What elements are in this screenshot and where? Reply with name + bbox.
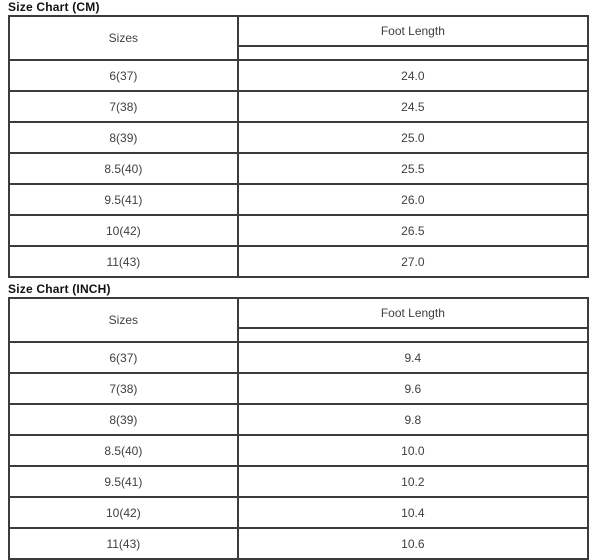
table-row [9, 528, 588, 559]
value-cell: 27.0 [238, 246, 588, 277]
size-chart-inch-section [8, 283, 600, 560]
column-header-foot-length: Foot Length [238, 16, 588, 46]
table-row [9, 60, 588, 91]
size-chart-cm-table [8, 15, 589, 278]
size-chart-inch-title: Size Chart (INCH) [8, 282, 111, 296]
size-cell: 9.5(41) [9, 466, 238, 497]
table-row [9, 435, 588, 466]
size-cell: 8(39) [9, 122, 238, 153]
size-cell: 10(42) [9, 497, 238, 528]
table-row [9, 184, 588, 215]
table-row [9, 497, 588, 528]
size-chart-cm-title: Size Chart (CM) [8, 0, 100, 14]
value-cell: 10.2 [238, 466, 588, 497]
value-cell: 9.8 [238, 404, 588, 435]
value-cell: 24.0 [238, 60, 588, 91]
value-cell: 10.6 [238, 528, 588, 559]
table-row [9, 466, 588, 497]
value-cell: 24.5 [238, 91, 588, 122]
value-cell: 9.6 [238, 373, 588, 404]
column-header-foot-length: Foot Length [238, 298, 588, 328]
value-cell: 26.0 [238, 184, 588, 215]
table-row [9, 215, 588, 246]
table-row [9, 246, 588, 277]
size-cell: 8.5(40) [9, 435, 238, 466]
value-cell: 25.5 [238, 153, 588, 184]
size-cell: 8.5(40) [9, 153, 238, 184]
value-cell: 10.0 [238, 435, 588, 466]
column-header-sizes: Sizes [9, 298, 238, 342]
size-cell: 11(43) [9, 528, 238, 559]
size-cell: 10(42) [9, 215, 238, 246]
value-cell: 10.4 [238, 497, 588, 528]
table-row [9, 342, 588, 373]
size-chart-cm-section [8, 1, 600, 278]
value-cell: 25.0 [238, 122, 588, 153]
foot-length-subheader-cell [238, 328, 588, 342]
foot-length-subheader-cell [238, 46, 588, 60]
value-cell: 9.4 [238, 342, 588, 373]
value-cell: 26.5 [238, 215, 588, 246]
header-row [9, 298, 588, 328]
size-cell: 7(38) [9, 91, 238, 122]
size-cell: 6(37) [9, 60, 238, 91]
header-row [9, 16, 588, 46]
size-cell: 9.5(41) [9, 184, 238, 215]
table-row [9, 91, 588, 122]
size-cell: 8(39) [9, 404, 238, 435]
column-header-sizes: Sizes [9, 16, 238, 60]
size-chart-inch-table [8, 297, 589, 560]
table-row [9, 122, 588, 153]
table-row [9, 373, 588, 404]
table-row [9, 404, 588, 435]
table-row [9, 153, 588, 184]
size-cell: 7(38) [9, 373, 238, 404]
size-cell: 6(37) [9, 342, 238, 373]
size-cell: 11(43) [9, 246, 238, 277]
